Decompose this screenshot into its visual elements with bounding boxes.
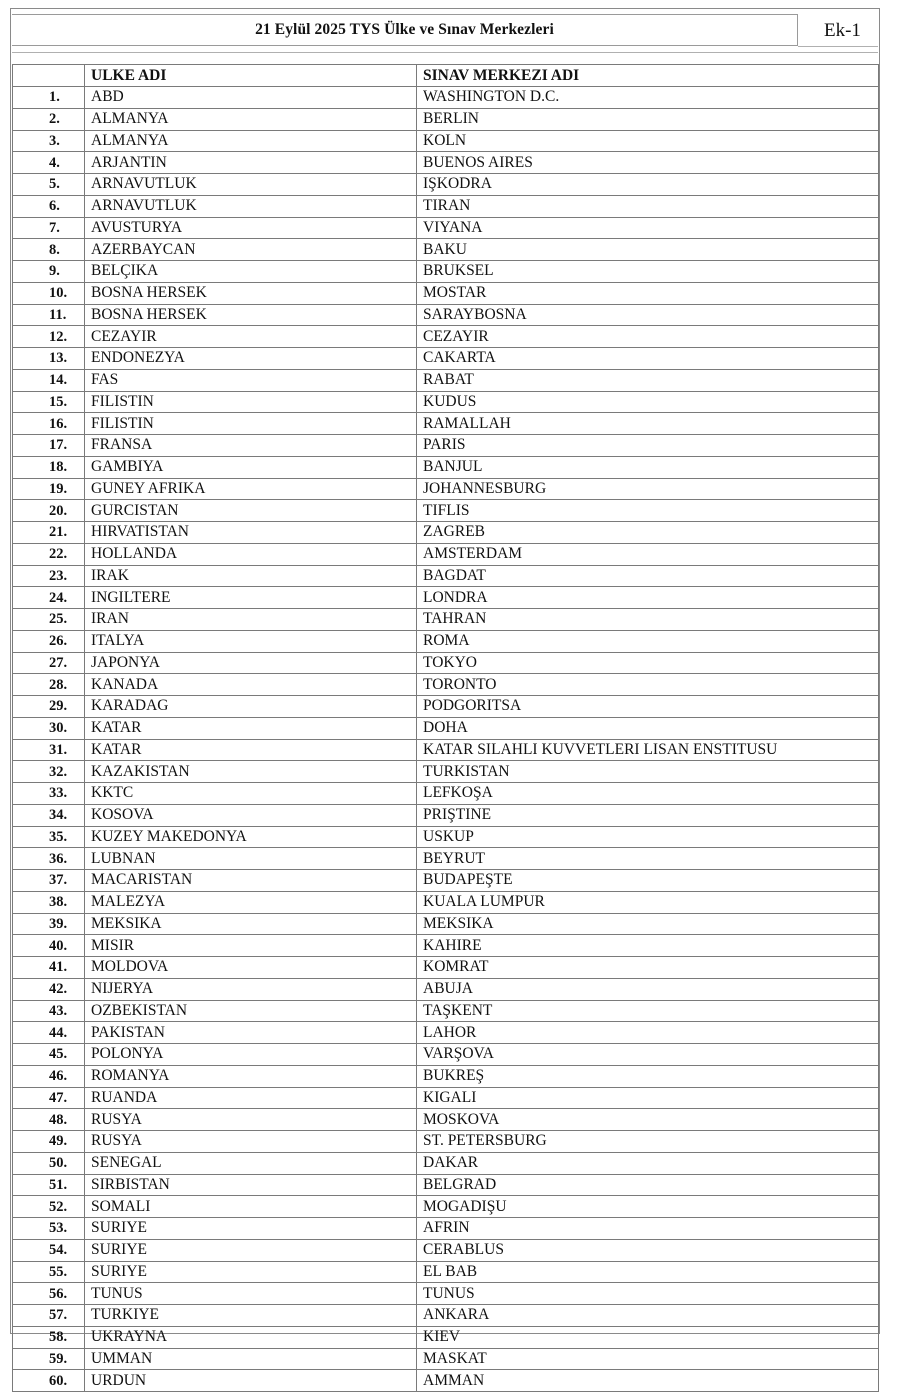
- country-cell: ABD: [85, 87, 417, 109]
- row-number: 23.: [13, 565, 85, 587]
- row-number: 32.: [13, 761, 85, 783]
- row-number: 18.: [13, 456, 85, 478]
- table-row: [13, 1261, 879, 1283]
- exam-center-cell: KOMRAT: [417, 957, 879, 979]
- page-title: 21 Eylül 2025 TYS Ülke ve Sınav Merkezleri: [255, 21, 554, 38]
- country-cell: MACARISTAN: [85, 870, 417, 892]
- row-number: 46.: [13, 1065, 85, 1087]
- column-header-number: [13, 65, 85, 87]
- table-row: [13, 326, 879, 348]
- exam-center-cell: MOSTAR: [417, 282, 879, 304]
- row-number: 38.: [13, 891, 85, 913]
- row-number: 11.: [13, 304, 85, 326]
- country-cell: AZERBAYCAN: [85, 239, 417, 261]
- column-header-center: SINAV MERKEZI ADI: [417, 65, 879, 87]
- country-cell: RUSYA: [85, 1131, 417, 1153]
- exam-center-cell: AFRIN: [417, 1218, 879, 1240]
- row-number: 35.: [13, 826, 85, 848]
- row-number: 16.: [13, 413, 85, 435]
- country-cell: KANADA: [85, 674, 417, 696]
- table-row: [13, 1131, 879, 1153]
- exam-center-cell: RAMALLAH: [417, 413, 879, 435]
- country-cell: ARJANTIN: [85, 152, 417, 174]
- exam-center-cell: TAHRAN: [417, 609, 879, 631]
- row-number: 57.: [13, 1305, 85, 1327]
- exam-center-cell: AMSTERDAM: [417, 543, 879, 565]
- country-cell: TURKIYE: [85, 1305, 417, 1327]
- country-cell: POLONYA: [85, 1044, 417, 1066]
- exam-center-cell: KAHIRE: [417, 935, 879, 957]
- country-cell: ALMANYA: [85, 130, 417, 152]
- country-cell: KATAR: [85, 717, 417, 739]
- row-number: 14.: [13, 369, 85, 391]
- country-cell: KUZEY MAKEDONYA: [85, 826, 417, 848]
- table-row: [13, 848, 879, 870]
- table-row: [13, 1239, 879, 1261]
- exam-center-cell: DOHA: [417, 717, 879, 739]
- exam-center-cell: LAHOR: [417, 1022, 879, 1044]
- country-cell: SURIYE: [85, 1239, 417, 1261]
- row-number: 42.: [13, 978, 85, 1000]
- row-number: 10.: [13, 282, 85, 304]
- country-cell: SURIYE: [85, 1218, 417, 1240]
- row-number: 59.: [13, 1348, 85, 1370]
- row-number: 5.: [13, 174, 85, 196]
- country-cell: KOSOVA: [85, 804, 417, 826]
- exam-center-cell: ZAGREB: [417, 522, 879, 544]
- exam-center-cell: DAKAR: [417, 1152, 879, 1174]
- country-cell: BOSNA HERSEK: [85, 282, 417, 304]
- country-cell: GAMBIYA: [85, 456, 417, 478]
- table-row: [13, 435, 879, 457]
- country-cell: LUBNAN: [85, 848, 417, 870]
- country-cell: OZBEKISTAN: [85, 1000, 417, 1022]
- country-cell: JAPONYA: [85, 652, 417, 674]
- exam-center-cell: LEFKOŞA: [417, 783, 879, 805]
- country-cell: IRAK: [85, 565, 417, 587]
- exam-center-cell: WASHINGTON D.C.: [417, 87, 879, 109]
- table-row: [13, 761, 879, 783]
- row-number: 17.: [13, 435, 85, 457]
- exam-center-cell: ST. PETERSBURG: [417, 1131, 879, 1153]
- row-number: 27.: [13, 652, 85, 674]
- exam-center-cell: BAGDAT: [417, 565, 879, 587]
- country-cell: AVUSTURYA: [85, 217, 417, 239]
- exam-center-cell: RABAT: [417, 369, 879, 391]
- exam-center-cell: JOHANNESBURG: [417, 478, 879, 500]
- row-number: 9.: [13, 261, 85, 283]
- row-number: 12.: [13, 326, 85, 348]
- table-row: [13, 108, 879, 130]
- exam-center-cell: MEKSIKA: [417, 913, 879, 935]
- table-row: [13, 1283, 879, 1305]
- row-number: 2.: [13, 108, 85, 130]
- country-cell: MOLDOVA: [85, 957, 417, 979]
- table-row: [13, 804, 879, 826]
- row-number: 3.: [13, 130, 85, 152]
- exam-center-cell: BEYRUT: [417, 848, 879, 870]
- country-cell: SIRBISTAN: [85, 1174, 417, 1196]
- exam-center-cell: TURKISTAN: [417, 761, 879, 783]
- divider: [12, 52, 878, 53]
- row-number: 19.: [13, 478, 85, 500]
- exam-center-cell: PRIŞTINE: [417, 804, 879, 826]
- table-row: [13, 891, 879, 913]
- table-row: [13, 456, 879, 478]
- row-number: 24.: [13, 587, 85, 609]
- row-number: 31.: [13, 739, 85, 761]
- country-cell: CEZAYIR: [85, 326, 417, 348]
- table-row: [13, 1305, 879, 1327]
- table-row: [13, 696, 879, 718]
- exam-center-cell: KOLN: [417, 130, 879, 152]
- row-number: 47.: [13, 1087, 85, 1109]
- row-number: 37.: [13, 870, 85, 892]
- exam-center-cell: BERLIN: [417, 108, 879, 130]
- divider: [798, 46, 878, 47]
- country-cell: UKRAYNA: [85, 1326, 417, 1348]
- country-cell: GUNEY AFRIKA: [85, 478, 417, 500]
- country-cell: SURIYE: [85, 1261, 417, 1283]
- exam-center-cell: TUNUS: [417, 1283, 879, 1305]
- row-number: 54.: [13, 1239, 85, 1261]
- title-bar: [12, 14, 798, 46]
- row-number: 7.: [13, 217, 85, 239]
- country-cell: PAKISTAN: [85, 1022, 417, 1044]
- row-number: 48.: [13, 1109, 85, 1131]
- exam-center-cell: MASKAT: [417, 1348, 879, 1370]
- table-row: [13, 217, 879, 239]
- table-row: [13, 1109, 879, 1131]
- country-cell: MISIR: [85, 935, 417, 957]
- country-cell: RUANDA: [85, 1087, 417, 1109]
- table-row: [13, 239, 879, 261]
- country-cell: FAS: [85, 369, 417, 391]
- exam-center-cell: BANJUL: [417, 456, 879, 478]
- row-number: 6.: [13, 195, 85, 217]
- table-row: [13, 369, 879, 391]
- row-number: 52.: [13, 1196, 85, 1218]
- row-number: 22.: [13, 543, 85, 565]
- table-row: [13, 1196, 879, 1218]
- exam-center-cell: ROMA: [417, 630, 879, 652]
- table-row: [13, 587, 879, 609]
- annex-label: Ek-1: [824, 20, 861, 41]
- exam-center-cell: MOSKOVA: [417, 1109, 879, 1131]
- row-number: 56.: [13, 1283, 85, 1305]
- table-row: [13, 500, 879, 522]
- table-row: [13, 1022, 879, 1044]
- row-number: 15.: [13, 391, 85, 413]
- exam-center-cell: TIRAN: [417, 195, 879, 217]
- country-cell: FRANSA: [85, 435, 417, 457]
- row-number: 25.: [13, 609, 85, 631]
- exam-center-cell: LONDRA: [417, 587, 879, 609]
- country-cell: KATAR: [85, 739, 417, 761]
- table-row: [13, 348, 879, 370]
- exam-center-cell: KIGALI: [417, 1087, 879, 1109]
- exam-center-cell: VARŞOVA: [417, 1044, 879, 1066]
- exam-center-cell: CEZAYIR: [417, 326, 879, 348]
- column-header-country: ULKE ADI: [85, 65, 417, 87]
- table-row: [13, 391, 879, 413]
- table-row: [13, 674, 879, 696]
- country-cell: FILISTIN: [85, 391, 417, 413]
- table-row: [13, 1370, 879, 1392]
- exam-center-cell: EL BAB: [417, 1261, 879, 1283]
- exam-center-cell: PARIS: [417, 435, 879, 457]
- table-row: [13, 522, 879, 544]
- table-row: [13, 1348, 879, 1370]
- row-number: 50.: [13, 1152, 85, 1174]
- exam-center-cell: KIEV: [417, 1326, 879, 1348]
- table-row: [13, 739, 879, 761]
- table-row: [13, 1326, 879, 1348]
- table-row: [13, 174, 879, 196]
- exam-center-cell: AMMAN: [417, 1370, 879, 1392]
- country-cell: SOMALI: [85, 1196, 417, 1218]
- country-cell: KAZAKISTAN: [85, 761, 417, 783]
- exam-center-cell: SARAYBOSNA: [417, 304, 879, 326]
- row-number: 49.: [13, 1131, 85, 1153]
- table-header-row: [13, 65, 879, 87]
- country-cell: ITALYA: [85, 630, 417, 652]
- row-number: 34.: [13, 804, 85, 826]
- table-row: [13, 978, 879, 1000]
- row-number: 53.: [13, 1218, 85, 1240]
- table-row: [13, 957, 879, 979]
- row-number: 1.: [13, 87, 85, 109]
- row-number: 21.: [13, 522, 85, 544]
- country-cell: BOSNA HERSEK: [85, 304, 417, 326]
- row-number: 36.: [13, 848, 85, 870]
- table-row: [13, 826, 879, 848]
- exam-center-cell: BUKREŞ: [417, 1065, 879, 1087]
- table-row: [13, 1065, 879, 1087]
- row-number: 28.: [13, 674, 85, 696]
- exam-center-cell: TAŞKENT: [417, 1000, 879, 1022]
- exam-center-cell: BAKU: [417, 239, 879, 261]
- row-number: 41.: [13, 957, 85, 979]
- table-row: [13, 195, 879, 217]
- row-number: 26.: [13, 630, 85, 652]
- exam-center-cell: TIFLIS: [417, 500, 879, 522]
- table-row: [13, 630, 879, 652]
- row-number: 29.: [13, 696, 85, 718]
- table-row: [13, 1218, 879, 1240]
- table-row: [13, 130, 879, 152]
- exam-center-cell: TORONTO: [417, 674, 879, 696]
- country-cell: UMMAN: [85, 1348, 417, 1370]
- row-number: 20.: [13, 500, 85, 522]
- country-cell: ENDONEZYA: [85, 348, 417, 370]
- table-row: [13, 152, 879, 174]
- exam-center-cell: PODGORITSA: [417, 696, 879, 718]
- country-cell: HOLLANDA: [85, 543, 417, 565]
- country-cell: MALEZYA: [85, 891, 417, 913]
- exam-center-cell: KUDUS: [417, 391, 879, 413]
- table-row: [13, 87, 879, 109]
- country-cell: ALMANYA: [85, 108, 417, 130]
- exam-center-cell: MOGADIŞU: [417, 1196, 879, 1218]
- country-cell: TUNUS: [85, 1283, 417, 1305]
- table-row: [13, 543, 879, 565]
- table-row: [13, 1174, 879, 1196]
- country-cell: ROMANYA: [85, 1065, 417, 1087]
- country-cell: INGILTERE: [85, 587, 417, 609]
- country-cell: SENEGAL: [85, 1152, 417, 1174]
- row-number: 40.: [13, 935, 85, 957]
- exam-center-cell: BUENOS AIRES: [417, 152, 879, 174]
- row-number: 55.: [13, 1261, 85, 1283]
- table-row: [13, 261, 879, 283]
- table-row: [13, 282, 879, 304]
- exam-center-cell: KUALA LUMPUR: [417, 891, 879, 913]
- table-row: [13, 304, 879, 326]
- exam-center-cell: BELGRAD: [417, 1174, 879, 1196]
- row-number: 39.: [13, 913, 85, 935]
- exam-center-cell: IŞKODRA: [417, 174, 879, 196]
- table-row: [13, 609, 879, 631]
- table-row: [13, 717, 879, 739]
- table-row: [13, 1152, 879, 1174]
- country-cell: GURCISTAN: [85, 500, 417, 522]
- table-row: [13, 565, 879, 587]
- country-cell: BELÇIKA: [85, 261, 417, 283]
- country-cell: IRAN: [85, 609, 417, 631]
- exam-center-cell: ABUJA: [417, 978, 879, 1000]
- exam-center-cell: BUDAPEŞTE: [417, 870, 879, 892]
- exam-center-cell: ANKARA: [417, 1305, 879, 1327]
- country-cell: NIJERYA: [85, 978, 417, 1000]
- country-cell: KARADAG: [85, 696, 417, 718]
- table-row: [13, 1087, 879, 1109]
- table-row: [13, 1044, 879, 1066]
- row-number: 33.: [13, 783, 85, 805]
- country-cell: KKTC: [85, 783, 417, 805]
- exam-center-cell: BRUKSEL: [417, 261, 879, 283]
- row-number: 60.: [13, 1370, 85, 1392]
- country-cell: RUSYA: [85, 1109, 417, 1131]
- table-row: [13, 783, 879, 805]
- row-number: 8.: [13, 239, 85, 261]
- country-cell: ARNAVUTLUK: [85, 195, 417, 217]
- row-number: 51.: [13, 1174, 85, 1196]
- row-number: 45.: [13, 1044, 85, 1066]
- country-cell: HIRVATISTAN: [85, 522, 417, 544]
- row-number: 30.: [13, 717, 85, 739]
- row-number: 58.: [13, 1326, 85, 1348]
- exam-center-cell: CAKARTA: [417, 348, 879, 370]
- exam-center-cell: VIYANA: [417, 217, 879, 239]
- exam-center-cell: KATAR SILAHLI KUVVETLERI LISAN ENSTITUSU: [417, 739, 879, 761]
- exam-center-cell: CERABLUS: [417, 1239, 879, 1261]
- country-cell: MEKSIKA: [85, 913, 417, 935]
- exam-center-cell: USKUP: [417, 826, 879, 848]
- table-row: [13, 1000, 879, 1022]
- table-row: [13, 478, 879, 500]
- table-row: [13, 413, 879, 435]
- country-cell: FILISTIN: [85, 413, 417, 435]
- table-row: [13, 870, 879, 892]
- table-row: [13, 913, 879, 935]
- table-row: [13, 935, 879, 957]
- row-number: 43.: [13, 1000, 85, 1022]
- exam-center-cell: TOKYO: [417, 652, 879, 674]
- country-cell: ARNAVUTLUK: [85, 174, 417, 196]
- row-number: 4.: [13, 152, 85, 174]
- country-cell: URDUN: [85, 1370, 417, 1392]
- table-row: [13, 652, 879, 674]
- exam-centers-table: [12, 64, 879, 1392]
- row-number: 13.: [13, 348, 85, 370]
- row-number: 44.: [13, 1022, 85, 1044]
